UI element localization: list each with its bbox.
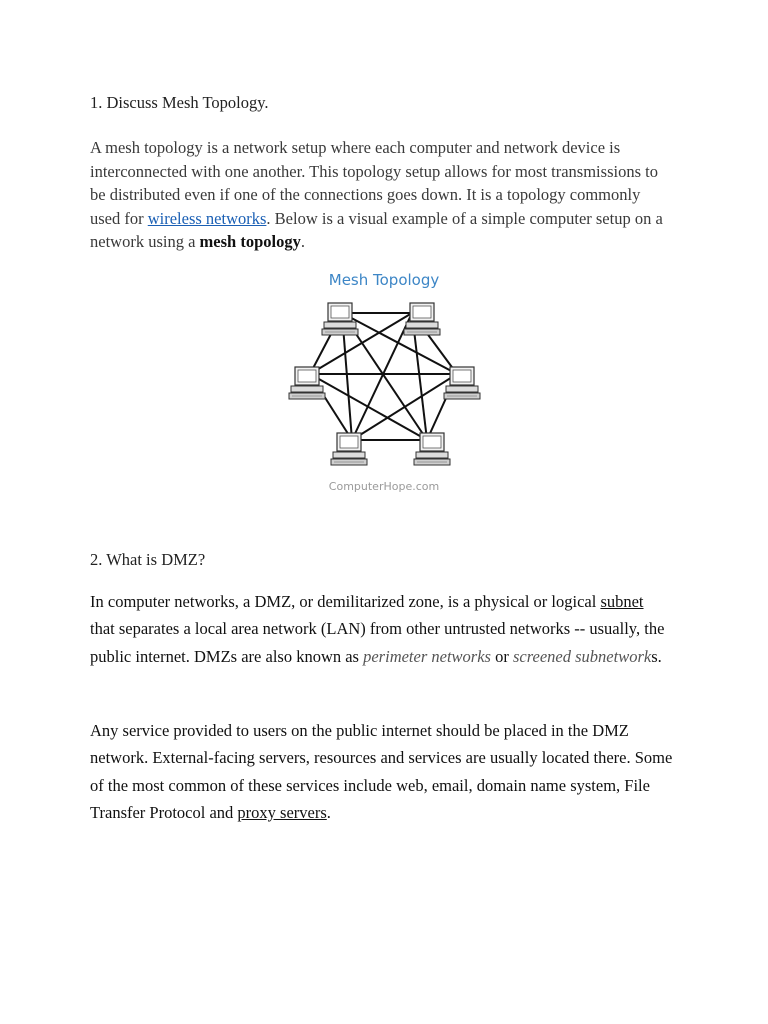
subnet-link[interactable]: subnet	[600, 592, 644, 611]
dmz-services-text-2: .	[326, 802, 331, 822]
screened-subnetwork-term: screened subnetwork	[512, 646, 652, 666]
computer-icon	[289, 367, 325, 399]
mesh-topology-paragraph	[90, 136, 670, 254]
dmz-definition-paragraph	[90, 588, 670, 670]
mesh-topology-bold-term: mesh topology	[199, 232, 301, 252]
mesh-text-1: A mesh topology is a network setup where each computer and network device is interconnected with one another. This topology setup allows for most transmissions to be distributed even if one of the connections goes down. It is a topology commonly used for	[90, 138, 658, 228]
computer-icon	[444, 367, 480, 399]
computer-icon	[331, 433, 367, 465]
question-2-heading: 2. What is DMZ?	[90, 550, 206, 569]
dmz-services-paragraph	[90, 717, 680, 826]
mesh-topology-diagram	[282, 266, 486, 498]
proxy-servers-link[interactable]: proxy servers	[237, 802, 327, 822]
dmz-services-text-1: Any service provided to users on the public internet should be placed in the DMZ network. External-facing servers, resources and services are usually located there. Some of the most common of these services include web, email, domain name system, File Transfer Protocol and	[90, 721, 673, 822]
perimeter-networks-term: perimeter networks	[363, 646, 491, 666]
diagram-credit: ComputerHope.com	[328, 480, 440, 493]
question-1-heading: 1. Discuss Mesh Topology.	[90, 93, 269, 112]
dmz-text-4: s.	[651, 646, 662, 666]
mesh-text-3: .	[300, 232, 305, 252]
mesh-text-2: . Below is a visual example of a simple computer setup on a network using a	[90, 208, 663, 252]
dmz-text-1: In computer networks, a DMZ, or demilitarized zone, is a physical or logical	[90, 592, 601, 611]
dmz-text-3: or	[490, 646, 513, 666]
mesh-diagram-graphic	[282, 266, 486, 498]
diagram-title: Mesh Topology	[328, 271, 440, 289]
wireless-networks-link[interactable]: wireless networks	[147, 208, 267, 228]
computer-icon	[414, 433, 450, 465]
dmz-text-2: that separates a local area network (LAN) from other untrusted networks -- usually, the public internet. DMZs are also known as	[90, 619, 665, 666]
